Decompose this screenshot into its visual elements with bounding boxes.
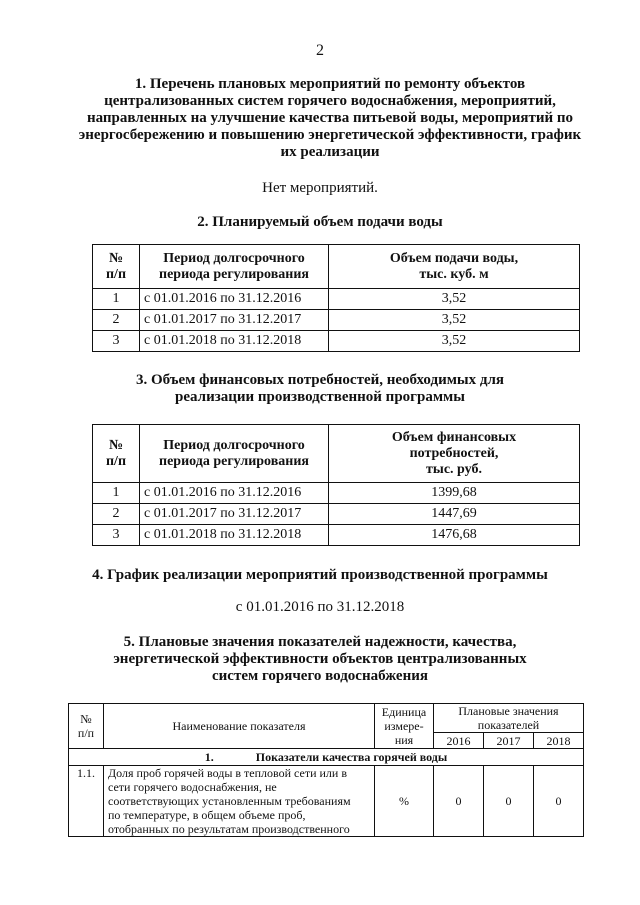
col-value-header: Объем подачи воды, тыс. куб. м [329,245,580,289]
row-value: 0 [434,766,484,837]
financial-needs-table [92,424,580,546]
row-num: 1.1. [69,766,104,837]
section5-heading-line: 5. Плановые значения показателей надежности, качества, [123,634,517,650]
table-row [93,525,580,546]
row-num: 3 [93,331,140,352]
section2-heading: 2. Планируемый объем подачи воды [197,214,443,230]
section3-heading-line: 3. Объем финансовых потребностей, необходимых для [135,372,505,388]
group-num: 1. [204,750,214,764]
row-num: 1 [93,289,140,310]
section1-heading-line: 1. Перечень плановых мероприятий по ремонту объектов [134,76,526,92]
section1-heading-line: энергосбережению и повышению энергетической эффективности, график [78,127,582,143]
col-period-header: Период долгосрочного периода регулирования [140,245,329,289]
section5-heading [0,634,640,685]
col-name-header: Наименование показателя [104,704,375,749]
section1-heading-line: направленных на улучшение качества питьевой воды, мероприятий по [86,110,574,126]
row-value: 3,52 [329,289,580,310]
col-num-header: № п/п [93,245,140,289]
section3-heading [0,372,640,406]
year-header: 2016 [434,733,484,749]
water-supply-table [92,244,580,352]
row-name: Доля проб горячей воды в тепловой сети или в сети горячего водоснабжения, не соответствующих установленным требованиям по температуре, в общем объеме проб, отобранных по результатам производственного [104,766,375,837]
row-value: 0 [483,766,533,837]
col-period-header: Период долгосрочного периода регулирования [140,425,329,483]
row-value: 3,52 [329,310,580,331]
row-value: 1476,68 [329,525,580,546]
table-row [93,483,580,504]
section1-heading-line: централизованных систем горячего водоснабжения, мероприятий, [104,93,556,109]
row-value: 3,52 [329,331,580,352]
section4-heading: 4. График реализации мероприятий производственной программы [92,567,548,583]
group-title: Показатели качества горячей воды [255,750,448,764]
table-row [93,310,580,331]
row-period: с 01.01.2018 по 31.12.2018 [140,331,329,352]
col-num-header: № п/п [69,704,104,749]
row-period: с 01.01.2016 по 31.12.2016 [140,483,329,504]
col-value-header: Объем финансовых потребностей, тыс. руб. [329,425,580,483]
row-value: 0 [533,766,583,837]
table-row [69,766,584,837]
row-value: 1399,68 [329,483,580,504]
table-row [93,504,580,525]
row-period: с 01.01.2017 по 31.12.2017 [140,504,329,525]
group-row [69,749,584,766]
table-row [93,289,580,310]
row-num: 2 [93,310,140,331]
section5-heading-line: энергетической эффективности объектов централизованных [113,651,527,667]
table-row [93,331,580,352]
section4-period: с 01.01.2016 по 31.12.2018 [235,599,405,615]
section1-heading-line: их реализации [280,144,380,160]
section1-heading [70,76,590,161]
section3-heading-line: реализации производственной программы [175,389,465,405]
col-num-header: № п/п [93,425,140,483]
row-value: 1447,69 [329,504,580,525]
row-unit: % [375,766,434,837]
year-header: 2017 [483,733,533,749]
row-num: 1 [93,483,140,504]
row-period: с 01.01.2016 по 31.12.2016 [140,289,329,310]
section1-note: Нет мероприятий. [262,180,378,196]
page-number: 2 [316,42,324,59]
row-num: 2 [93,504,140,525]
section5-heading-line: систем горячего водоснабжения [212,668,428,684]
year-header: 2018 [533,733,583,749]
col-planned-header: Плановые значения показателей [434,704,584,733]
col-unit-header: Единица измере- ния [375,704,434,749]
row-period: с 01.01.2018 по 31.12.2018 [140,525,329,546]
row-period: с 01.01.2017 по 31.12.2017 [140,310,329,331]
row-num: 3 [93,525,140,546]
indicators-table [68,703,584,837]
